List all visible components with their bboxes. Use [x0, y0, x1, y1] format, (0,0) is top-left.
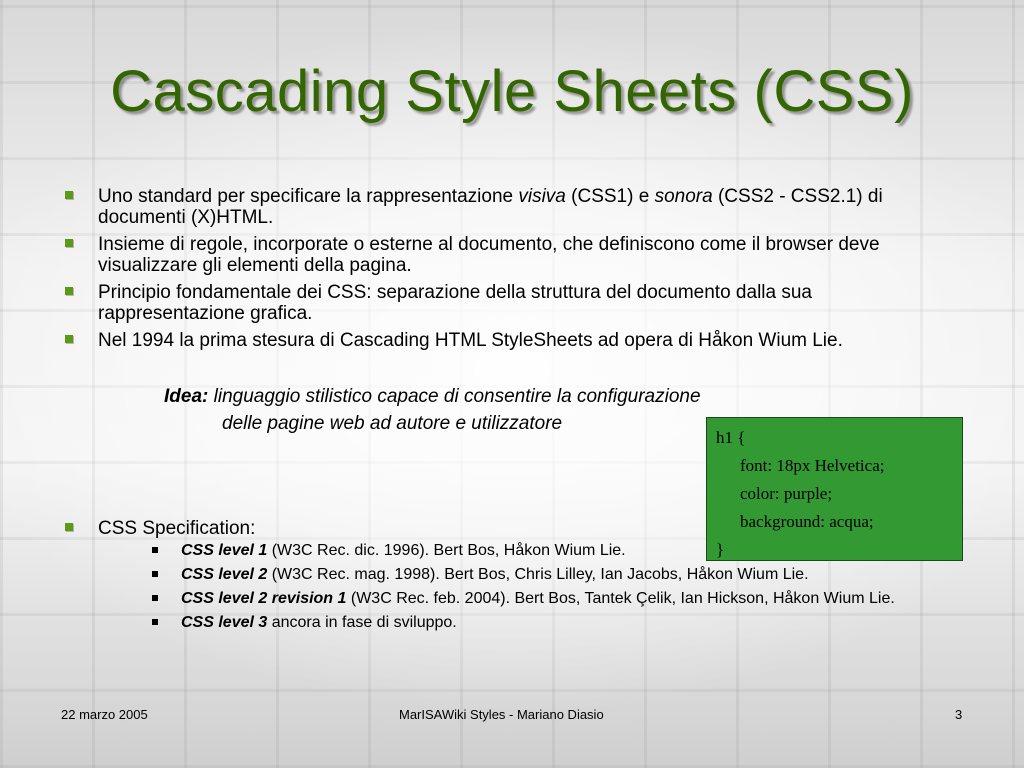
bullet-text: Principio fondamentale dei CSS: separazione della struttura del documento dalla sua rappresentazione grafica. [98, 282, 812, 324]
spec-item-name: CSS level 2 revision 1 [181, 590, 347, 607]
spec-item-name: CSS level 3 [181, 614, 268, 631]
bullet-list [62, 186, 962, 357]
spec-item-desc: (W3C Rec. dic. 1996). Bert Bos, Håkon Wium Lie. [267, 542, 626, 559]
small-square-bullet-icon [152, 595, 158, 601]
bullet-emphasis: visiva [518, 186, 566, 207]
code-line: h1 { [716, 428, 746, 447]
square-bullet-icon [65, 239, 73, 247]
idea-line: delle pagine web ad autore e utilizzatore [222, 413, 563, 434]
spec-item [98, 589, 962, 608]
bullet-emphasis: sonora [654, 186, 713, 207]
idea-label: Idea: [164, 386, 209, 407]
small-square-bullet-icon [152, 571, 158, 577]
bullet-text: (CSS1) e [565, 186, 655, 207]
square-bullet-icon [65, 287, 73, 295]
square-bullet-icon [65, 191, 73, 199]
small-square-bullet-icon [152, 619, 158, 625]
code-line: } [716, 540, 725, 559]
bullet-text: Nel 1994 la prima stesura di Cascading HTML StyleSheets ad opera di Håkon Wium Lie. [98, 330, 843, 351]
slide-title: Cascading Style Sheets (CSS) [110, 59, 914, 124]
bullet-item [62, 330, 962, 351]
spec-item [98, 565, 962, 584]
small-square-bullet-icon [152, 547, 158, 553]
idea-line: linguaggio stilistico capace di consentire la configurazione [208, 386, 701, 407]
code-line: font: 18px Helvetica; [740, 456, 885, 475]
footer-title: MarISAWiki Styles - Mariano Diasio [399, 707, 604, 722]
bullet-item [62, 234, 962, 276]
square-bullet-icon [65, 523, 73, 531]
bullet-item [62, 186, 962, 228]
idea-note [164, 383, 701, 437]
spec-item-name: CSS level 2 [181, 566, 268, 583]
page-number: 3 [955, 707, 963, 722]
spec-item [98, 613, 962, 632]
square-bullet-icon [65, 335, 73, 343]
bullet-text: Uno standard per specificare la rappresentazione [98, 186, 519, 207]
code-line: background: acqua; [740, 512, 874, 531]
bullet-item [62, 282, 962, 324]
bullet-text: Insieme di regole, incorporate o esterne al documento, che definiscono come il browser deve visualizzare gli elementi della pagina. [98, 234, 880, 276]
code-line: color: purple; [740, 484, 833, 503]
spec-item-name: CSS level 1 [181, 542, 268, 559]
spec-heading: CSS Specification: [98, 518, 256, 539]
footer-date: 22 marzo 2005 [61, 707, 148, 722]
spec-item-desc: (W3C Rec. feb. 2004). Bert Bos, Tantek Çelik, Ian Hickson, Håkon Wium Lie. [346, 590, 895, 607]
bullet-text: (CSS2 - CSS2.1) di documenti (X)HTML. [98, 186, 883, 228]
spec-item-desc: ancora in fase di sviluppo. [267, 614, 457, 631]
css-code-box [706, 417, 963, 561]
spec-item-desc: (W3C Rec. mag. 1998). Bert Bos, Chris Lilley, Ian Jacobs, Håkon Wium Lie. [267, 566, 809, 583]
